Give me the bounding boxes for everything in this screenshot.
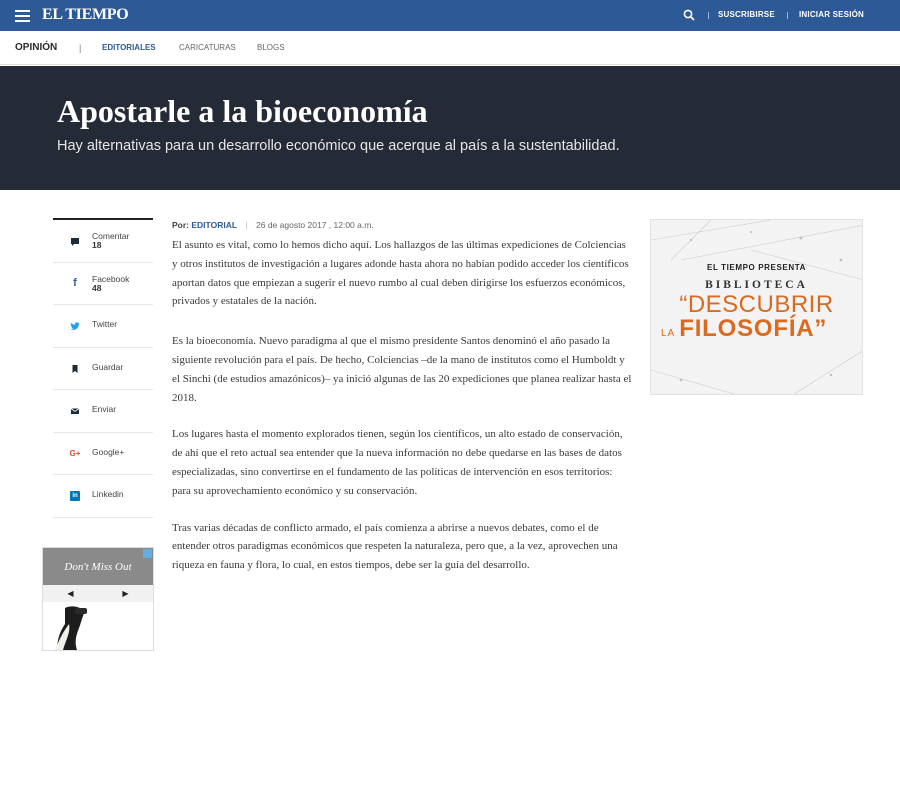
subscribe-link[interactable]: SUSCRIBIRSE xyxy=(718,10,775,19)
nav-item-editoriales[interactable]: EDITORIALES xyxy=(102,43,156,52)
article-body xyxy=(172,220,632,575)
section-nav xyxy=(0,31,900,65)
article-title: Apostarle a la bioeconomía xyxy=(57,93,428,129)
article-paragraph: Es la bioeconomía. Nuevo paradigma al que el mismo presidente Santos denominó el año pasado la siguiente revolución para el país. De hecho, Colciencias –de la mano de institutos como el Humboldt y el Sinchi (de estudios amazónicos)– ya inició algunas de las 20 expediciones que planea realizar hasta el 2018. xyxy=(172,335,632,404)
ad-title-line2: LA FILOSOFÍA” xyxy=(661,315,828,342)
small-ad[interactable] xyxy=(42,547,154,651)
publish-date: 26 de agosto 2017 , 12:00 a.m. xyxy=(256,220,374,230)
prev-arrow-icon[interactable]: ◀ xyxy=(67,589,74,598)
menu-icon[interactable] xyxy=(15,10,30,22)
adchoices-icon[interactable] xyxy=(143,549,152,558)
search-icon[interactable] xyxy=(683,9,695,21)
share-linkedin[interactable] xyxy=(53,475,153,518)
share-twitter[interactable] xyxy=(53,305,153,348)
facebook-icon: f xyxy=(73,276,77,289)
share-label: Linkedin xyxy=(92,489,124,499)
googleplus-icon: G+ xyxy=(69,449,81,458)
ad-product-image xyxy=(43,602,154,651)
comment-count: 18 xyxy=(92,240,102,250)
byline-prefix: Por: xyxy=(172,220,189,230)
ad-presenter: EL TIEMPO PRESENTA xyxy=(707,263,806,272)
share-label: Twitter xyxy=(92,319,118,329)
ad-title-line1: “DESCUBRIR xyxy=(679,291,834,318)
ad-series: BIBLIOTECA xyxy=(705,279,808,291)
article-subtitle: Hay alternativas para un desarrollo económico que acerque al país a la sustentabilidad. xyxy=(57,138,620,154)
author-link[interactable]: EDITORIAL xyxy=(191,220,238,230)
divider: | xyxy=(245,220,248,230)
share-label: Guardar xyxy=(92,361,124,372)
share-label: Comentar 18 xyxy=(92,231,130,250)
bookmark-icon xyxy=(70,364,80,374)
article-paragraph: Los lugares hasta el momento explorados tienen, según los científicos, un alto estado de conservación, de ahí que el reto actual sea entender que la nueva información no debe quedarse en las bases de datos especializadas, sino convertirse en el fundamento de las políticas de intervención en esos territorios: para su aprovechamiento económico y su conservación. xyxy=(172,428,623,497)
share-save[interactable] xyxy=(53,348,153,391)
byline xyxy=(172,220,632,234)
article-header xyxy=(0,66,900,190)
promo-ad[interactable] xyxy=(650,219,863,395)
divider xyxy=(787,12,788,19)
share-email[interactable] xyxy=(53,390,153,433)
share-bar xyxy=(53,218,153,518)
divider xyxy=(708,12,709,19)
linkedin-icon: in xyxy=(70,491,80,501)
comment-icon xyxy=(70,237,80,247)
section-title[interactable]: OPINIÓN xyxy=(15,42,58,53)
share-googleplus[interactable] xyxy=(53,433,153,476)
article-paragraph: Tras varias décadas de conflicto armado, el país comienza a abrirse a nuevos debates, como el de entender otros paradigmas económicos que respeten la naturaleza, pero que, a la vez, aprovechen una riqueza en fauna y flora, lo cual, en estos tiempos, debe ser la guía del desarrollo. xyxy=(172,521,618,572)
share-label: Facebook 48 xyxy=(92,273,130,293)
share-label: Google+ xyxy=(92,446,125,457)
share-label: Enviar xyxy=(92,404,117,414)
facebook-count: 48 xyxy=(92,282,102,293)
divider: | xyxy=(79,43,82,53)
mail-icon xyxy=(70,406,80,416)
article-paragraph: El asunto es vital, como lo hemos dicho aquí. Los hallazgos de las últimas expediciones de Colciencias y otros institutos de investigación a lugares adonde hasta ahora no habían podido acceder los científicos aportan datos que empiezan a sugerir el nuevo rumbo al cual deben dirigirse los esfuerzos económicos, privados y estatales de la nación. xyxy=(172,239,629,308)
nav-item-blogs[interactable]: BLOGS xyxy=(257,43,285,52)
ad-headline: Don't Miss Out xyxy=(43,548,153,585)
share-comment[interactable] xyxy=(53,220,153,263)
nav-item-caricaturas[interactable]: CARICATURAS xyxy=(179,43,236,52)
share-facebook[interactable] xyxy=(53,263,153,306)
top-bar xyxy=(0,0,900,31)
twitter-icon xyxy=(70,321,80,331)
login-link[interactable]: INICIAR SESIÓN xyxy=(799,10,865,19)
next-arrow-icon[interactable]: ▶ xyxy=(122,589,129,598)
ad-carousel-controls xyxy=(43,585,153,602)
site-logo[interactable]: EL TIEMPO xyxy=(42,6,129,23)
